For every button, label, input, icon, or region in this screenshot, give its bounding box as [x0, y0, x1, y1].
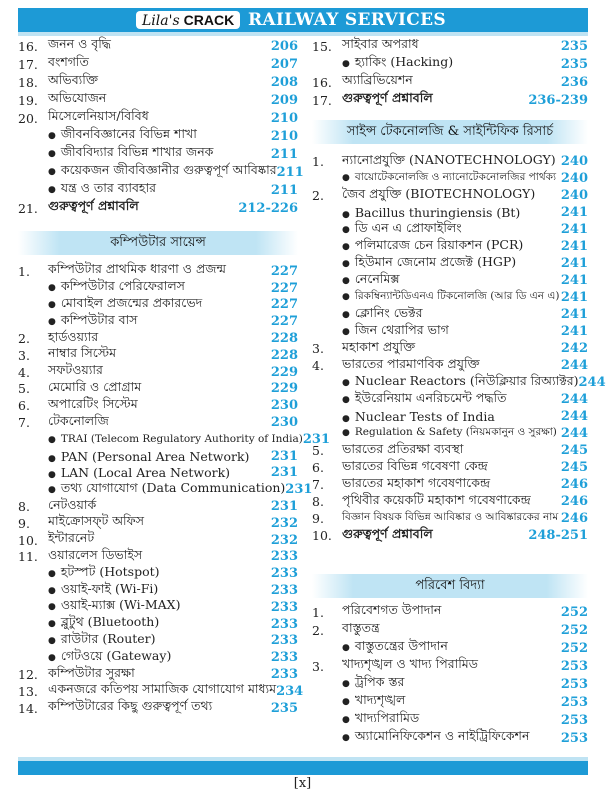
entry-page: 235	[270, 700, 298, 716]
toc-entry	[312, 372, 606, 391]
toc-entry	[312, 55, 588, 73]
entry-page: 233	[270, 549, 298, 565]
entry-page: 240	[560, 154, 588, 169]
entry-page: 231	[285, 482, 313, 498]
entry-title: ● কম্পিউটার পেরিফেরালস	[18, 278, 271, 298]
toc-entry	[312, 693, 588, 711]
entry-title: ● জিন থেরাপির ভাগ	[312, 322, 561, 342]
entry-page: 253	[560, 694, 588, 710]
entry-page: 210	[270, 128, 298, 144]
toc-entry	[18, 91, 298, 109]
entry-number: 9.	[312, 511, 324, 526]
toc-entry	[312, 204, 588, 221]
toc-entry	[18, 55, 298, 73]
entry-title: পৃথিবীর কয়েকটি মহাকাশ গবেষণাকেন্দ্র	[342, 491, 531, 507]
entry-title: গুরুত্বপূর্ণ প্রশ্নাবলি	[48, 198, 139, 213]
entry-number: 1.	[18, 263, 30, 279]
entry-page: 246	[560, 477, 588, 492]
entry-page: 246	[560, 494, 588, 509]
entry-number: 19.	[18, 92, 38, 108]
entry-page: 244	[560, 426, 588, 441]
entry-page: 231	[302, 431, 331, 447]
entry-number: 17.	[312, 92, 332, 108]
toc-entry	[18, 199, 298, 217]
entry-title: ● Bacillus thuringiensis (Bt)	[312, 205, 561, 220]
entry-title: কম্পিউটারের কিছু গুরুত্বপূর্ণ তথ্য	[48, 698, 213, 714]
entry-title: ন্যানোপ্রযুক্তি (NANOTECHNOLOGY)	[342, 151, 556, 167]
entry-number: 3.	[18, 347, 30, 363]
entry-number: 4.	[312, 358, 324, 373]
toc-entry	[312, 306, 588, 323]
logo-script: Lila's	[142, 13, 180, 29]
entry-page: 227	[270, 280, 298, 296]
section-header-science: সাইন্স টেকনোলজি & সাইন্টিফিক রিসার্চ	[312, 120, 588, 144]
entry-page: 253	[560, 730, 588, 746]
entry-title: টেকনোলজি	[48, 412, 109, 428]
toc-entry	[312, 187, 588, 204]
entry-page: 207	[270, 56, 298, 72]
entry-number: 10.	[18, 532, 38, 548]
entry-title: নেটওয়ার্ক	[48, 496, 97, 512]
entry-page: 253	[560, 712, 588, 728]
toc-entry	[312, 323, 588, 340]
entry-title: ভারতের প্রতিরক্ষা ব্যবস্থা	[342, 440, 464, 456]
entry-page: 212-226	[238, 200, 298, 216]
toc-entry	[18, 109, 298, 127]
toc-entry	[18, 127, 298, 145]
entry-title: ● Nuclear Reactors (নিউক্লিয়ার রিঅ্যাক্টর)	[312, 373, 579, 393]
page-number: [x]	[293, 776, 312, 791]
entry-title: ● বাস্তুতন্ত্রের উপাদান	[312, 638, 561, 658]
entry-number: 7.	[312, 477, 324, 492]
entry-page: 233	[270, 616, 298, 632]
entry-title: ● মোবাইল প্রজন্মের প্রকারভেদ	[18, 295, 271, 315]
toc-entry	[18, 162, 304, 181]
entry-page: 211	[276, 164, 304, 180]
entry-page: 227	[270, 314, 298, 330]
entry-title: ● ওয়াই-ম্যাক্স (Wi-MAX)	[18, 597, 271, 617]
toc-entry	[312, 603, 588, 621]
entry-title: কম্পিউটার প্রাথমিক ধারণা ও প্রজন্ম	[48, 261, 226, 277]
entry-title: বাস্তুতন্ত্র	[342, 620, 380, 635]
entry-page: 241	[560, 239, 588, 254]
entry-page: 241	[560, 205, 588, 220]
entry-page: 233	[270, 599, 298, 615]
entry-page: 236-239	[528, 92, 588, 108]
toc-entry	[18, 73, 298, 91]
toc-entry	[312, 675, 588, 693]
entry-title: একনজরে কতিপয় সামাজিক যোগাযোগ মাধ্যম	[48, 681, 277, 697]
entry-number: 2.	[312, 622, 324, 638]
entry-page: 211	[270, 146, 298, 162]
entry-number: 4.	[18, 364, 30, 380]
entry-page: 244	[560, 358, 588, 373]
list-computer	[18, 261, 331, 717]
toc-entry	[312, 657, 588, 675]
entry-title: কম্পিউটার সুরক্ষা	[48, 664, 135, 680]
toc-entry	[312, 272, 588, 289]
entry-title: ● খাদ্যশৃঙ্খল	[312, 692, 561, 712]
entry-title: ওয়ারলেস ডিভাইস	[48, 546, 143, 562]
entry-title: ● ডি এন এ প্রোফাইলিং	[312, 220, 561, 240]
entry-page: 233	[270, 667, 298, 683]
entry-title: মহাকাশ প্রযুক্তি	[342, 338, 416, 354]
entry-title: ● জীববিদ্যার বিভিন্ন শাখার জনক	[18, 144, 271, 164]
entry-page: 234	[276, 683, 304, 699]
entry-page: 210	[270, 110, 298, 126]
entry-page: 208	[270, 74, 298, 90]
entry-title: ● Regulation & Safety (নিয়মকানুন ও সুরক্ষা)	[312, 425, 561, 442]
entry-number: 16.	[312, 74, 332, 90]
entry-page: 228	[270, 347, 298, 363]
entry-page: 252	[560, 622, 588, 638]
toc-entry	[312, 221, 588, 238]
entry-page: 235	[560, 56, 588, 72]
toc-entry	[312, 357, 588, 374]
entry-page: 230	[270, 415, 298, 431]
toc-entry	[18, 37, 298, 55]
entry-page: 244	[560, 409, 588, 424]
entry-title: ● LAN (Local Area Network)	[18, 465, 271, 480]
list-right-top	[312, 37, 588, 109]
entry-title: ● জীবনবিজ্ঞানের বিভিন্ন শাখা	[18, 126, 271, 146]
entry-title: ভারতের বিভিন্ন গবেষণা কেন্দ্র	[342, 457, 488, 473]
entry-page: 252	[560, 604, 588, 620]
entry-page: 227	[270, 297, 298, 313]
entry-page: 233	[270, 566, 298, 582]
entry-title: মেমোরি ও প্রোগ্রাম	[48, 378, 142, 394]
entry-number: 6.	[18, 398, 30, 414]
section-header-environment: পরিবেশ বিদ্যা	[312, 574, 588, 598]
entry-title: গুরুত্বপূর্ণ প্রশ্নাবলি	[342, 90, 433, 105]
entry-title: ● খাদ্যপিরামিড	[312, 710, 561, 730]
entry-number: 12.	[18, 667, 38, 683]
section-header-computer: কম্পিউটার সায়েন্স	[18, 231, 298, 255]
entry-page: 211	[270, 182, 298, 198]
entry-number: 5.	[312, 443, 324, 458]
toc-entry	[312, 527, 588, 544]
toc-entry	[312, 289, 588, 306]
entry-title: অ্যাব্রিভিয়েশন	[342, 72, 413, 87]
entry-page: 231	[270, 499, 298, 515]
entry-page: 241	[560, 222, 588, 237]
entry-number: 10.	[312, 528, 332, 543]
entry-number: 9.	[18, 515, 30, 531]
entry-page: 229	[270, 381, 298, 397]
entry-number: 3.	[312, 341, 324, 356]
entry-title: ● ট্রপিক স্তর	[312, 674, 561, 694]
toc-entry	[312, 73, 588, 91]
entry-title: হার্ডওয়্যার	[48, 328, 99, 344]
entry-title: মিসেলেনিয়াস/বিবিধ	[48, 108, 149, 123]
header-bar	[18, 8, 588, 36]
toc-entry	[18, 145, 298, 163]
entry-page: 240	[560, 188, 588, 203]
entry-number: 7.	[18, 415, 30, 431]
entry-number: 15.	[312, 38, 332, 54]
entry-title: ● ওয়াই-ফাই (Wi-Fi)	[18, 581, 271, 601]
logo-bold: CRACK	[183, 12, 235, 28]
entry-page: 233	[270, 583, 298, 599]
entry-title: ● তথ্য যোগাযোগ (Data Communication)	[18, 480, 285, 500]
entry-title: অপারেটিং সিস্টেম	[48, 395, 138, 411]
entry-title: ● গেটওয়ে (Gateway)	[18, 648, 271, 668]
entry-title: খাদ্যশৃঙ্খল ও খাদ্য পিরামিড	[342, 656, 478, 671]
entry-title: ● হটস্পট (Hotspot)	[18, 564, 271, 584]
entry-title: ● হিউমান জেনোম প্রজেক্ট (HGP)	[312, 254, 561, 274]
entry-title: পরিবেশগত উপাদান	[342, 602, 442, 617]
entry-page: 232	[270, 515, 298, 531]
entry-title: ভারতের মহাকাশ গবেষণাকেন্দ্র	[342, 474, 491, 490]
entry-title: ভারতের পারমাণবিক প্রযুক্তি	[342, 355, 480, 371]
entry-number: 1.	[312, 604, 324, 620]
entry-number: 1.	[312, 154, 324, 169]
entry-page: 231	[270, 448, 298, 464]
entry-number: 5.	[18, 381, 30, 397]
entry-page: 232	[270, 532, 298, 548]
toc-entry	[312, 510, 588, 527]
entry-title: ● Nuclear Tests of India	[312, 409, 561, 424]
entry-page: 253	[560, 676, 588, 692]
entry-page: 248-251	[528, 528, 588, 543]
toc-entry	[312, 729, 588, 747]
entry-title: মাইক্রোসফ্‌ট অফিস	[48, 513, 145, 529]
list-science	[312, 151, 606, 544]
entry-title: ইন্টারনেট	[48, 530, 95, 546]
entry-page: 241	[560, 324, 588, 339]
header-title: RAILWAY SERVICES	[248, 10, 446, 30]
entry-page: 240	[560, 171, 588, 186]
entry-number: 20.	[18, 110, 38, 126]
entry-page: 206	[270, 38, 298, 54]
entry-title: সফটওয়্যার	[48, 362, 103, 378]
entry-title: ● TRAI (Telecom Regulatory Authority of India)	[18, 433, 303, 445]
entry-title: ● যন্ত্র ও তার ব্যাবহার	[18, 180, 271, 200]
entry-title: ● হ্যাকিং (Hacking)	[312, 54, 561, 74]
entry-number: 17.	[18, 56, 38, 72]
entry-title: জৈব প্রযুক্তি (BIOTECHNOLOGY)	[342, 185, 536, 201]
entry-page: 241	[560, 273, 588, 288]
entry-title: ● ইউরেনিয়াম এনরিচমেন্ট পদ্ধতি	[312, 390, 561, 410]
toc-entry	[312, 37, 588, 55]
entry-title: ● অ্যামোনিফিকেশন ও নাইট্রিফিকেশন	[312, 728, 561, 748]
toc-entry	[312, 621, 588, 639]
toc-entry	[312, 639, 588, 657]
entry-number: 8.	[18, 499, 30, 515]
entry-page: 242	[560, 341, 588, 356]
entry-page: 229	[270, 364, 298, 380]
entry-number: 6.	[312, 460, 324, 475]
entry-title: জনন ও বৃদ্ধি	[48, 36, 111, 51]
toc-entry	[312, 459, 588, 476]
entry-page: 230	[270, 398, 298, 414]
entry-title: ● ব্লুটুথ (Bluetooth)	[18, 614, 271, 634]
entry-number: 2.	[312, 188, 324, 203]
entry-title: বিজ্ঞান বিষয়ক বিভিন্ন আবিষ্কার ও আবিষ্কারকের নাম	[342, 511, 559, 523]
entry-title: অভিযোজন	[48, 90, 107, 105]
entry-title: ● নেনেমিক্স	[312, 271, 561, 291]
entry-page: 231	[270, 465, 298, 481]
entry-page: 228	[270, 331, 298, 347]
entry-page: 252	[560, 640, 588, 656]
entry-title: অভিব্যক্তি	[48, 72, 99, 87]
entry-number: 21.	[18, 200, 38, 216]
entry-page: 245	[560, 443, 588, 458]
entry-title: ● কম্পিউটার বাস	[18, 312, 271, 332]
toc-entry	[312, 153, 588, 170]
entry-page: 235	[560, 38, 588, 54]
toc-entry	[312, 391, 588, 408]
toc-entry	[18, 431, 331, 448]
toc-entry	[312, 493, 588, 510]
logo	[136, 11, 240, 29]
entry-number: 14.	[18, 700, 38, 716]
toc-entry	[312, 476, 588, 493]
entry-title: সাইবার অপরাধ	[342, 36, 419, 51]
entry-number: 8.	[312, 494, 324, 509]
entry-title: ● ক্লোনিং ভেক্টর	[312, 305, 561, 325]
toc-entry	[312, 711, 588, 729]
entry-title: ● কয়েকজন জীববিজ্ঞানীর গুরুত্বপূর্ণ আবিষ্কার	[18, 162, 277, 182]
entry-title: বংশগতি	[48, 54, 89, 69]
entry-page: 246	[560, 511, 588, 526]
toc-entry	[312, 340, 588, 357]
list-environment	[312, 603, 588, 747]
entry-number: 11.	[18, 549, 38, 565]
entry-page: 241	[560, 256, 588, 271]
entry-page: 253	[560, 658, 588, 674]
entry-title: গুরুত্বপূর্ণ প্রশ্নাবলি	[342, 525, 433, 541]
entry-number: 3.	[312, 658, 324, 674]
entry-page: 241	[560, 307, 588, 322]
footer-bar	[18, 757, 588, 775]
entry-page: 244	[578, 375, 606, 390]
toc-entry	[312, 408, 588, 425]
entry-page: 209	[270, 92, 298, 108]
toc-entry	[312, 91, 588, 109]
entry-page: 233	[270, 650, 298, 666]
toc-entry	[312, 170, 588, 187]
toc-entry	[312, 238, 588, 255]
entry-number: 16.	[18, 38, 38, 54]
toc-entry	[18, 414, 298, 431]
entry-title: ● পলিমারেজ চেন রিয়াকশন (PCR)	[312, 237, 561, 257]
toc-entry	[18, 700, 298, 717]
entry-number: 2.	[18, 331, 30, 347]
toc-entry	[312, 442, 588, 459]
entry-page: 245	[560, 460, 588, 475]
entry-page: 241	[560, 290, 588, 305]
entry-number: 18.	[18, 74, 38, 90]
entry-title: ● রাউটার (Router)	[18, 631, 271, 651]
entry-page: 244	[560, 392, 588, 407]
toc-entry	[18, 448, 298, 465]
entry-page: 233	[270, 633, 298, 649]
toc-entry	[18, 181, 298, 199]
entry-title: ● PAN (Personal Area Network)	[18, 449, 271, 464]
entry-page: 236	[560, 74, 588, 90]
entry-number: 13.	[18, 683, 38, 699]
toc-entry	[312, 425, 588, 442]
toc-entry	[312, 255, 588, 272]
entry-title: নাম্বার সিস্টেম	[48, 345, 117, 361]
list-left-top	[18, 36, 304, 217]
entry-page: 227	[270, 263, 298, 279]
entry-title: ● বায়োটেকনোলজি ও ন্যানোটেকনোলজির পার্থক্য	[312, 170, 561, 187]
entry-title: ● রিকম্বিন্যান্টডিএনএ টিকনোলজি (আর ডি এন এ)	[312, 289, 561, 306]
